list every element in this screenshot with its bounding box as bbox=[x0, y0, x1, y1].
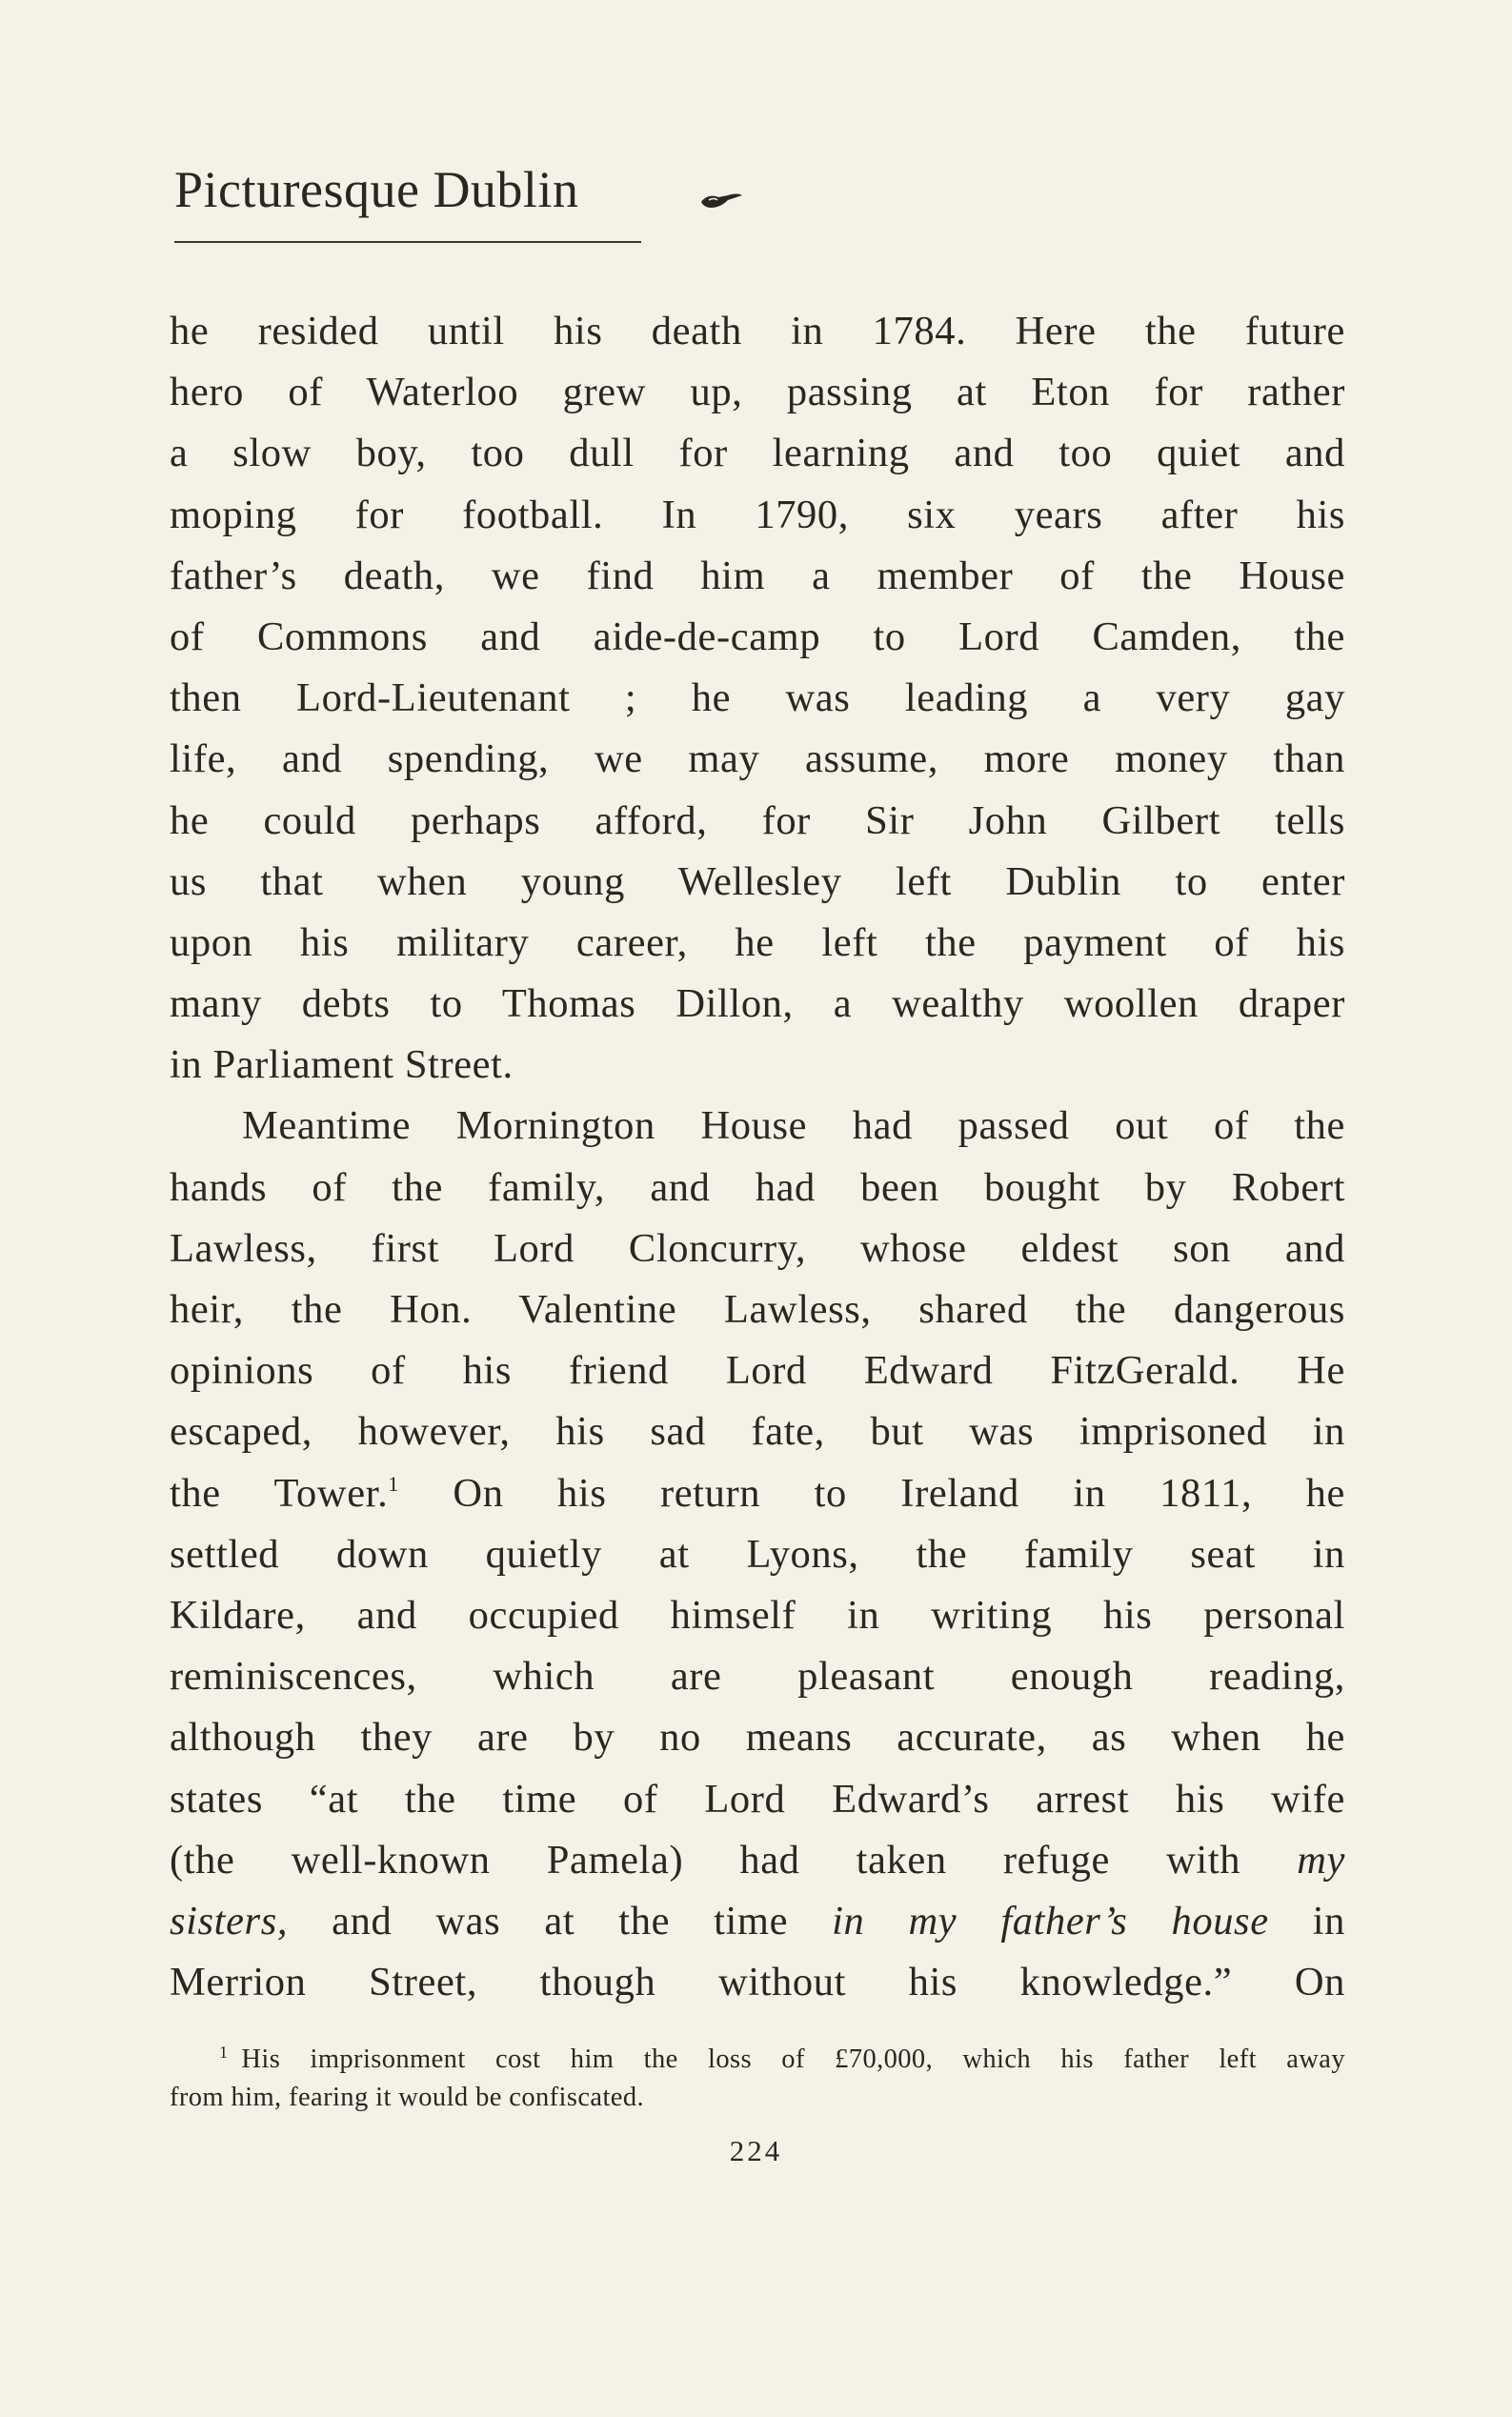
pointing-hand-ornament-icon bbox=[699, 189, 743, 213]
page-number: 224 bbox=[729, 2134, 783, 2167]
text-line bbox=[170, 1891, 1345, 1952]
footnote bbox=[170, 2041, 1345, 2117]
text-line: hands of the family, and had been bought by Robert bbox=[170, 1164, 1345, 1210]
text-fragment: the Tower. bbox=[170, 1470, 389, 1516]
text-fragment: and was at the time bbox=[288, 1898, 833, 1944]
text-line: Kildare, and occupied himself in writing his personal bbox=[170, 1592, 1345, 1638]
text-fragment: On his return to Ireland in 1811, he bbox=[398, 1470, 1345, 1516]
text-line: hero of Waterloo grew up, passing at Eton for rather bbox=[170, 370, 1345, 415]
text-line bbox=[170, 1830, 1345, 1891]
text-line: father’s death, we find him a member of the House bbox=[170, 553, 1345, 598]
text-line: then Lord-Lieutenant ; he was leading a very gay bbox=[170, 675, 1345, 721]
italic-text: my bbox=[1297, 1837, 1345, 1883]
text-line-paragraph-start: Meantime Mornington House had passed out of the bbox=[242, 1103, 1345, 1149]
footnote-line: from him, fearing it would be confiscated. bbox=[170, 2083, 644, 2112]
text-fragment: (the well-known Pamela) had taken refuge with bbox=[170, 1837, 1298, 1883]
text-fragment: in bbox=[1268, 1898, 1345, 1944]
text-line: moping for football. In 1790, six years after his bbox=[170, 492, 1345, 537]
text-line: many debts to Thomas Dillon, a wealthy woollen draper bbox=[170, 981, 1345, 1027]
running-head-title: Picturesque Dublin bbox=[174, 161, 579, 218]
text-line: in Parliament Street. bbox=[170, 1042, 514, 1088]
text-line: escaped, however, his sad fate, but was imprisoned in bbox=[170, 1409, 1345, 1455]
footnote-marker: 1 bbox=[219, 2043, 229, 2062]
text-line: upon his military career, he left the payment of his bbox=[170, 919, 1345, 965]
footnote-text: His imprisonment cost him the loss of £70,000, which his father left away bbox=[241, 2044, 1345, 2074]
text-line: of Commons and aide-de-camp to Lord Camden, the bbox=[170, 614, 1345, 659]
text-line: he resided until his death in 1784. Here the future bbox=[170, 309, 1345, 353]
text-line: Merrion Street, though without his knowledge.” On bbox=[170, 1960, 1345, 2005]
italic-text: in my father’s house bbox=[832, 1898, 1269, 1944]
text-line bbox=[170, 1463, 1345, 1524]
text-line: Lawless, first Lord Cloncurry, whose eldest son and bbox=[170, 1225, 1345, 1271]
text-line: us that when young Wellesley left Dublin to enter bbox=[170, 858, 1345, 904]
text-line: states “at the time of Lord Edward’s arrest his wife bbox=[170, 1776, 1345, 1822]
text-line: opinions of his friend Lord Edward FitzGerald. He bbox=[170, 1348, 1345, 1394]
italic-text: sisters, bbox=[170, 1898, 289, 1944]
text-line: a slow boy, too dull for learning and too quiet and bbox=[170, 431, 1345, 476]
text-line: heir, the Hon. Valentine Lawless, shared the dangerous bbox=[170, 1287, 1345, 1332]
text-line: although they are by no means accurate, as when he bbox=[170, 1715, 1345, 1761]
body-text bbox=[170, 301, 1345, 2013]
text-line: reminiscences, which are pleasant enough reading, bbox=[170, 1654, 1345, 1700]
footnote-reference: 1 bbox=[388, 1471, 399, 1496]
text-line: life, and spending, we may assume, more money than bbox=[170, 736, 1345, 782]
text-line: he could perhaps afford, for Sir John Gilbert tells bbox=[170, 797, 1345, 843]
text-line: settled down quietly at Lyons, the family seat in bbox=[170, 1531, 1345, 1577]
running-head-rule bbox=[174, 241, 641, 243]
footnote-line bbox=[170, 2041, 1345, 2079]
